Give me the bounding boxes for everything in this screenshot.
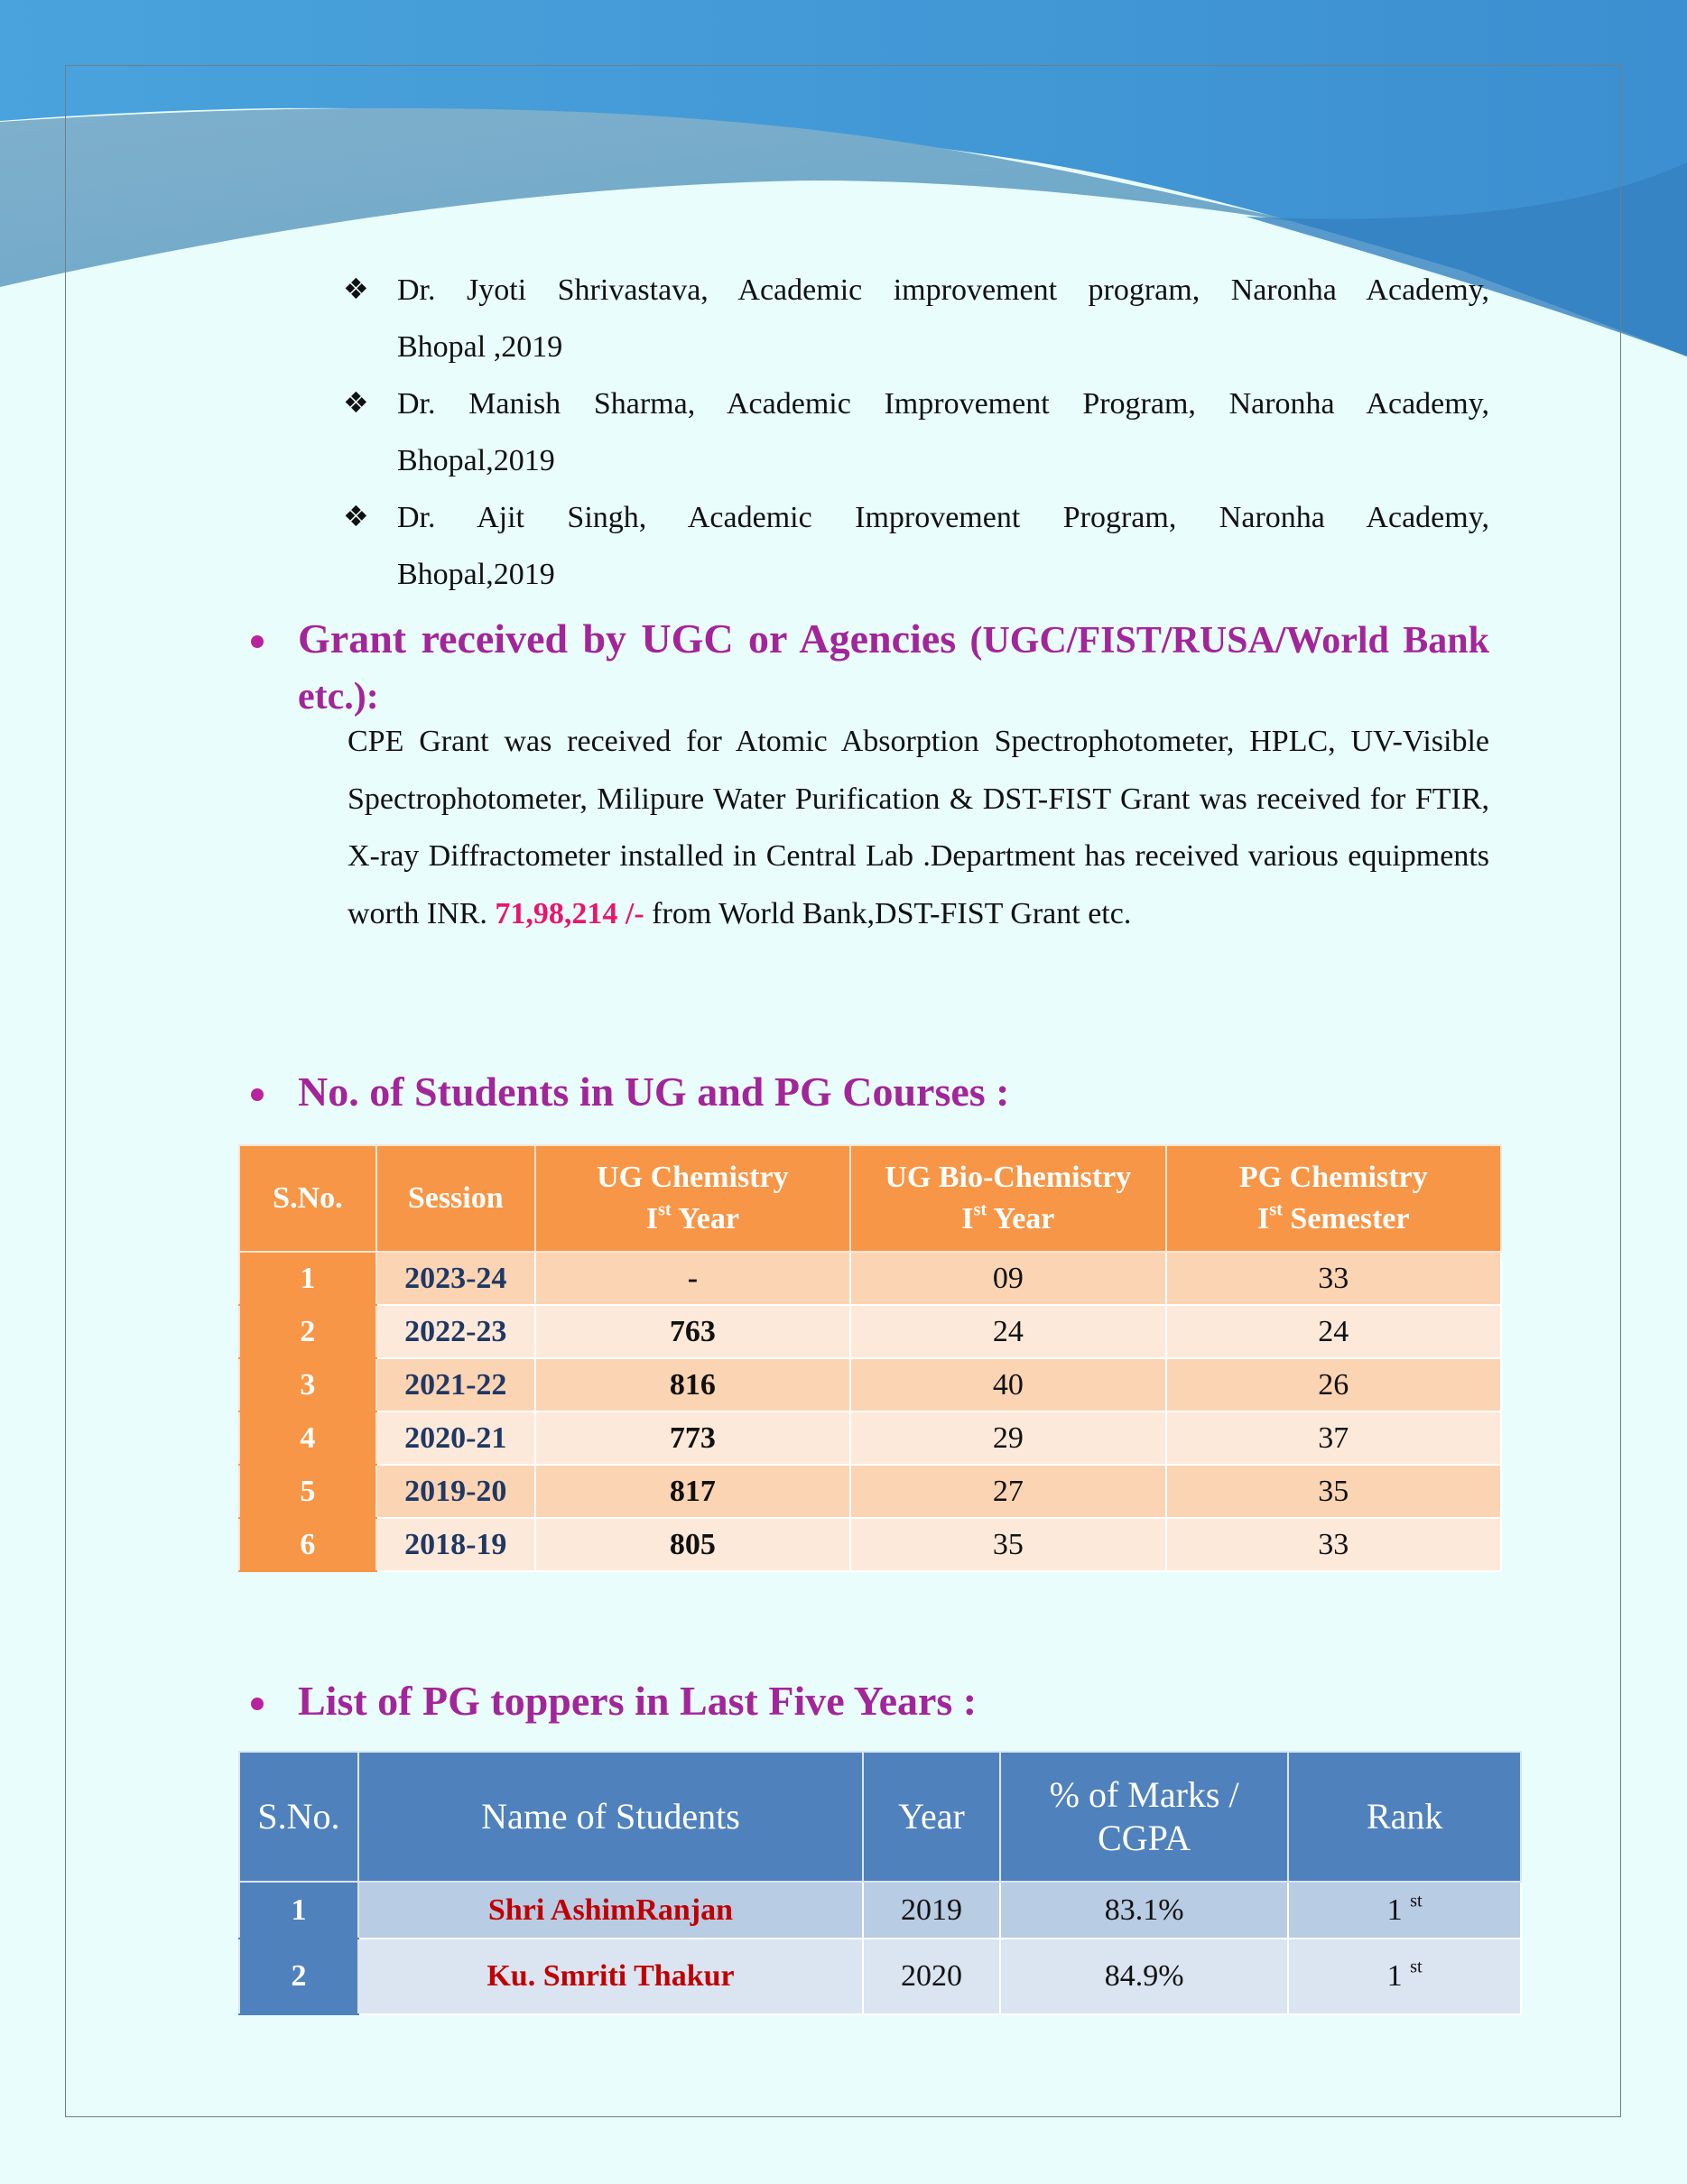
cell-sno: 6 — [239, 1518, 376, 1571]
cell-session: 2021-22 — [376, 1358, 535, 1411]
cell-sno: 2 — [239, 1305, 376, 1358]
table-row — [239, 1882, 1521, 1939]
table-row — [239, 1411, 1501, 1465]
training-item — [343, 489, 1489, 603]
grant-amount: 71,98,214 /- — [495, 896, 644, 930]
cell-session: 2018-19 — [376, 1518, 535, 1571]
training-item — [343, 262, 1489, 375]
cell-ug-biochemistry: 35 — [850, 1518, 1165, 1571]
table-row — [239, 1465, 1501, 1518]
bullet-dot-icon — [251, 635, 264, 648]
cell-session: 2022-23 — [376, 1305, 535, 1358]
toppers-table — [238, 1751, 1522, 2015]
col-header-ug-biochemistry: UG Bio-Chemistry Ist Year — [850, 1145, 1165, 1252]
col-header-marks: % of Marks / CGPA — [1000, 1752, 1288, 1882]
cell-rank: 1 $^{st}$ — [1288, 1882, 1521, 1939]
cell-pg-chemistry: 24 — [1166, 1305, 1501, 1358]
cell-ug-biochemistry: 09 — [850, 1252, 1165, 1305]
cell-session: 2020-21 — [376, 1411, 535, 1465]
cell-ug-biochemistry: 24 — [850, 1305, 1165, 1358]
students-table — [238, 1144, 1502, 1572]
training-text-line2: Bhopal,2019 — [397, 444, 555, 477]
cell-student-name: Shri AshimRanjan — [358, 1882, 863, 1939]
training-item — [343, 375, 1489, 489]
cell-ug-chemistry: 817 — [535, 1465, 850, 1518]
grant-heading: Grant received by UGC or Agencies (UGC/FIST/RUSA/World Bank etc.): — [251, 612, 1489, 724]
cell-pg-chemistry: 37 — [1166, 1411, 1501, 1465]
bullet-dot-icon — [251, 1698, 264, 1710]
cell-ug-chemistry: 816 — [535, 1358, 850, 1411]
training-text-line1: Dr. Jyoti Shrivastava, Academic improvement program, Naronha Academy, — [397, 273, 1489, 307]
cell-pg-chemistry: 33 — [1166, 1252, 1501, 1305]
toppers-heading: List of PG toppers in Last Five Years : — [251, 1674, 1489, 1728]
cell-session: 2023-24 — [376, 1252, 535, 1305]
cell-ug-chemistry: 805 — [535, 1518, 850, 1571]
col-header-year: Year — [863, 1752, 1000, 1882]
training-text-line2: Bhopal,2019 — [397, 558, 555, 591]
col-header-session: Session — [376, 1145, 535, 1252]
cell-sno: 4 — [239, 1411, 376, 1465]
table-row — [239, 1305, 1501, 1358]
col-header-ug-chemistry: UG Chemistry Ist Year — [535, 1145, 850, 1252]
table-row — [239, 1518, 1501, 1571]
cell-student-name: Ku. Smriti Thakur — [358, 1939, 863, 2014]
col-header-pg-chemistry: PG Chemistry Ist Semester — [1166, 1145, 1501, 1252]
cell-sno: 5 — [239, 1465, 376, 1518]
col-header-name: Name of Students — [358, 1752, 863, 1882]
training-text-line1: Dr. Manish Sharma, Academic Improvement Program, Naronha Academy, — [397, 387, 1489, 421]
cell-marks: 83.1% — [1000, 1882, 1288, 1939]
cell-ug-biochemistry: 27 — [850, 1465, 1165, 1518]
table-header-row — [239, 1752, 1521, 1882]
cell-ug-chemistry: 763 — [535, 1305, 850, 1358]
students-heading: No. of Students in UG and PG Courses : — [251, 1065, 1489, 1119]
diamond-bullet-icon: ❖ — [343, 385, 369, 420]
training-list — [343, 262, 1489, 603]
cell-ug-biochemistry: 29 — [850, 1411, 1165, 1465]
training-text-line1: Dr. Ajit Singh, Academic Improvement Program, Naronha Academy, — [397, 501, 1489, 534]
cell-sno: 1 — [239, 1252, 376, 1305]
cell-year: 2019 — [863, 1882, 1000, 1939]
cell-sno: 1 — [239, 1882, 358, 1939]
table-row — [239, 1939, 1521, 2014]
cell-rank: 1 $^{st}$ — [1288, 1939, 1521, 2014]
diamond-bullet-icon: ❖ — [343, 499, 369, 533]
cell-sno: 2 — [239, 1939, 358, 2014]
cell-marks: 84.9% — [1000, 1939, 1288, 2014]
cell-pg-chemistry: 26 — [1166, 1358, 1501, 1411]
cell-ug-chemistry: - — [535, 1252, 850, 1305]
table-header-row — [239, 1145, 1501, 1252]
table-row — [239, 1358, 1501, 1411]
cell-sno: 3 — [239, 1358, 376, 1411]
cell-year: 2020 — [863, 1939, 1000, 2014]
bullet-dot-icon — [251, 1088, 264, 1101]
cell-session: 2019-20 — [376, 1465, 535, 1518]
col-header-rank: Rank — [1288, 1752, 1521, 1882]
cell-pg-chemistry: 33 — [1166, 1518, 1501, 1571]
col-header-sno: S.No. — [239, 1145, 376, 1252]
cell-pg-chemistry: 35 — [1166, 1465, 1501, 1518]
col-header-sno: S.No. — [239, 1752, 358, 1882]
training-text-line2: Bhopal ,2019 — [397, 330, 563, 364]
diamond-bullet-icon: ❖ — [343, 272, 369, 306]
table-row — [239, 1252, 1501, 1305]
grant-paragraph: CPE Grant was received for Atomic Absorption Spectrophotometer, HPLC, UV-Visible Spectrophotometer, Milipure Water Purification & DST-FIST Grant was received for FTIR, X-ray Diffractometer installed in Central Lab .Department has received various equipments worth INR. 71,98,214 /- from World Bank,DST-FIST Grant etc. — [348, 725, 1489, 930]
cell-ug-chemistry: 773 — [535, 1411, 850, 1465]
cell-ug-biochemistry: 40 — [850, 1358, 1165, 1411]
